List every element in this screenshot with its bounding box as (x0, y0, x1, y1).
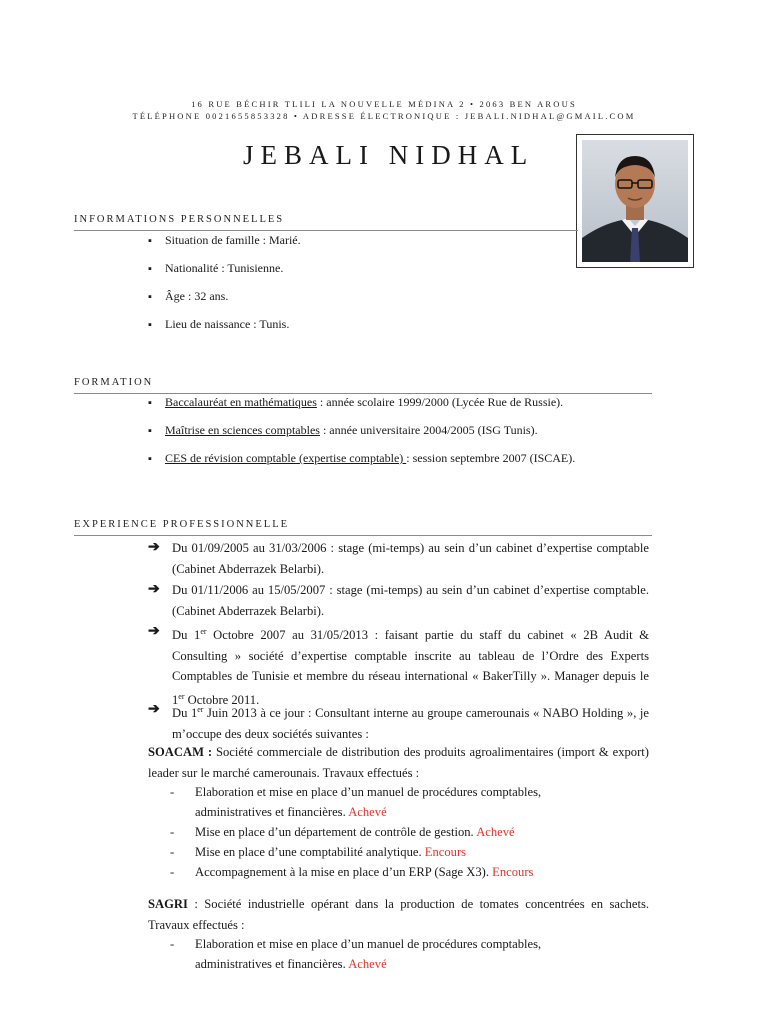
degree-name: Maîtrise en sciences comptables (165, 423, 320, 437)
contact-line: TÉLÉPHONE 0021655853328 • ADRESSE ÉLECTRONIQUE : JEBALI.NIDHAL@GMAIL.COM (132, 111, 636, 121)
task-item (170, 822, 610, 842)
company-name: SAGRI (148, 897, 188, 911)
right-arrow-icon: ➔ (148, 582, 160, 597)
section-title-experience: EXPERIENCE PROFESSIONNELLE (74, 519, 290, 530)
company-soacam (148, 742, 649, 783)
dash-bullet: - (170, 865, 175, 879)
personal-item: ▪ Lieu de naissance : Tunis. (148, 317, 289, 332)
experience-text: Du 01/11/2006 au 15/05/2007 : stage (mi-temps) au sein d’un cabinet d’expertise comptable. (Cabinet Abderrazek Belarbi). (172, 583, 649, 618)
experience-text: Du 1er Juin 2013 à ce jour : Consultant interne au groupe camerounais « NABO Holding », je m’occupe des deux sociétés suivantes : (172, 705, 649, 741)
dash-bullet: - (170, 845, 175, 859)
degree-details: : année universitaire 2004/2005 (ISG Tunis). (319, 423, 538, 437)
section-rule (74, 393, 652, 394)
personal-item: ▪ Situation de famille : Marié. (148, 233, 301, 248)
personal-item: ▪ Nationalité : Tunisienne. (148, 261, 283, 276)
dash-bullet: - (170, 937, 175, 951)
task-text: Mise en place d’une comptabilité analytique. (195, 845, 422, 859)
task-text: Mise en place d’un département de contrôle de gestion. (195, 825, 474, 839)
section-rule (74, 230, 578, 231)
right-arrow-icon: ➔ (148, 624, 160, 639)
education-item (148, 395, 563, 410)
experience-item (148, 700, 649, 744)
company-name: SOACAM : (148, 745, 213, 759)
task-status: Encours (424, 845, 467, 859)
company-sagri (148, 894, 649, 935)
task-status: Achevé (348, 805, 387, 819)
right-arrow-icon: ➔ (148, 702, 160, 717)
task-text: Accompagnement à la mise en place d’un ERP (Sage X3). (195, 865, 489, 879)
education-item (148, 451, 575, 466)
task-text: Elaboration et mise en place d’un manuel de procédures comptables, administratives et financières. (195, 937, 542, 971)
degree-name: CES de révision comptable (expertise comptable) (165, 451, 407, 465)
address-line: 16 RUE BÉCHIR TLILI LA NOUVELLE MÉDINA 2 • 2063 BEN AROUS (191, 99, 577, 109)
experience-item (148, 538, 649, 579)
experience-text: Du 01/09/2005 au 31/03/2006 : stage (mi-temps) au sein d’un cabinet d’expertise comptable (Cabinet Abderrazek Belarbi). (172, 541, 649, 576)
right-arrow-icon: ➔ (148, 540, 160, 555)
dash-bullet: - (170, 785, 175, 799)
dash-bullet: - (170, 825, 175, 839)
task-text: Elaboration et mise en place d’un manuel de procédures comptables, administratives et financières. (195, 785, 542, 819)
company-description: : Société industrielle opérant dans la production de tomates concentrées en sachets. Travaux effectués : (148, 897, 649, 932)
candidate-name: JEBALI NIDHAL (243, 140, 535, 170)
section-title-personal: INFORMATIONS PERSONNELLES (74, 214, 285, 225)
task-item (170, 862, 610, 882)
degree-name: Baccalauréat en mathématiques (165, 395, 317, 409)
task-status: Achevé (348, 957, 387, 971)
section-title-education: FORMATION (74, 377, 154, 388)
profile-photo (576, 134, 694, 268)
degree-details: : session septembre 2007 (ISCAE). (406, 451, 576, 465)
task-status: Achevé (476, 825, 515, 839)
task-item (170, 782, 610, 822)
experience-item (148, 580, 649, 621)
degree-details: : année scolaire 1999/2000 (Lycée Rue de Russie). (316, 395, 564, 409)
personal-item: ▪ Âge : 32 ans. (148, 289, 228, 304)
experience-text: Du 1er Octobre 2007 au 31/05/2013 : faisant partie du staff du cabinet « 2B Audit & Consulting » société d’expertise comptable inscrite au tableau de l’Ordre des Experts Comptables de Tunisie et membre du réseau international « BakerTilly ». Manager depuis le 1er Octobre 2011. (172, 627, 649, 707)
education-item (148, 423, 538, 438)
experience-item (148, 622, 649, 710)
portrait-image (582, 140, 688, 262)
task-item (170, 842, 610, 862)
section-rule (74, 535, 652, 536)
company-description: Société commerciale de distribution des produits agroalimentaires (import & export) leader sur le marché camerounais. Travaux effectués : (148, 745, 649, 780)
task-status: Encours (492, 865, 534, 879)
task-item (170, 934, 610, 974)
